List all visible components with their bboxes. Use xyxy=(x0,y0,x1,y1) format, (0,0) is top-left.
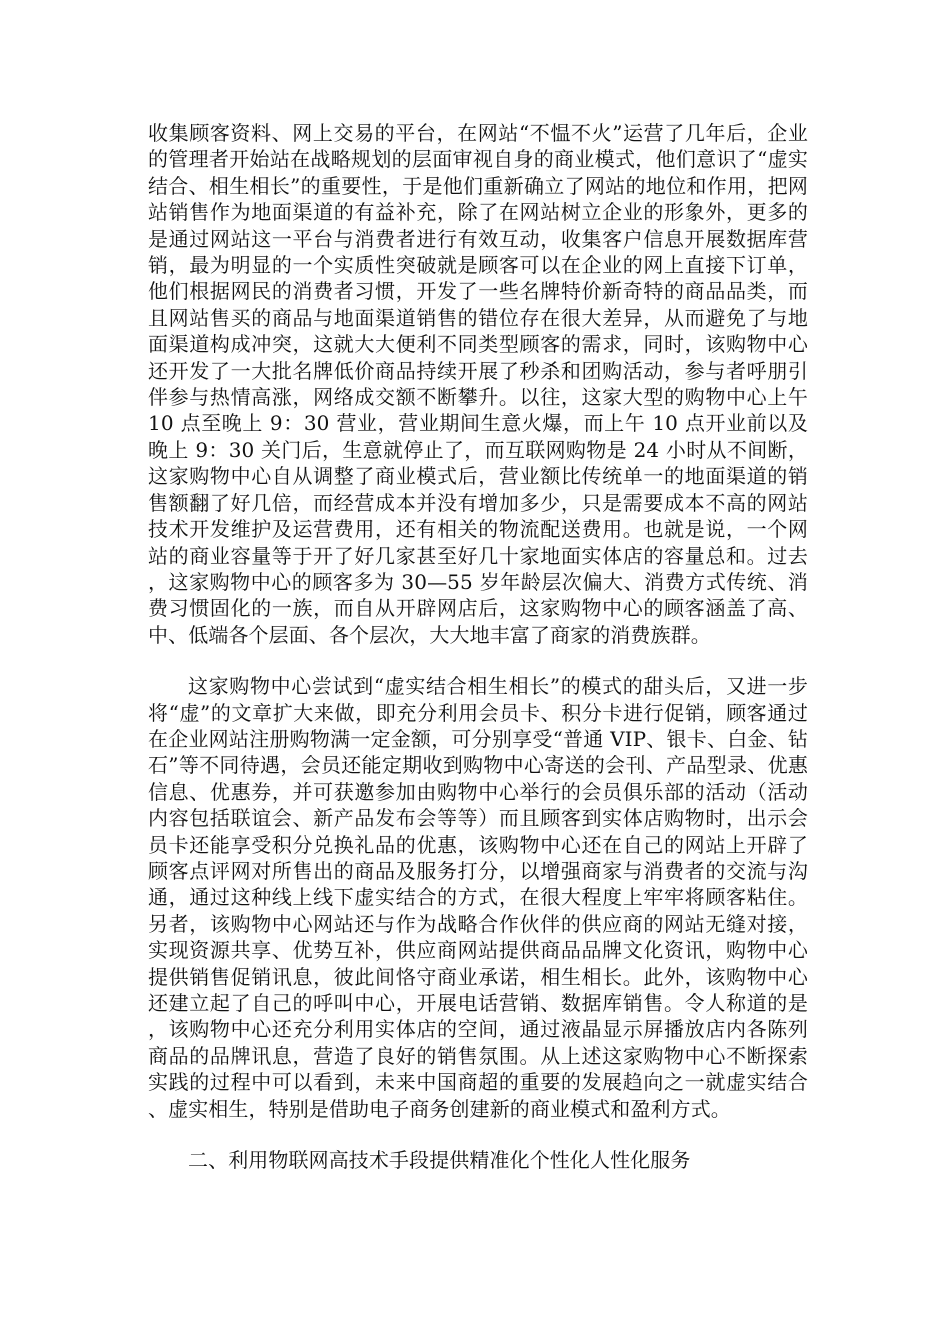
paragraph-membership: 这家购物中心尝试到“虚实结合相生相长”的模式的甜头后，又进一步将“虚”的文章扩大来做，即充分利用会员卡、积分卡进行促销，顾客通过在企业网站注册购物满一定金额，可分别享受“普通 VIP、银卡、白金、钻石”等不同待遇，会员还能定期收到购物中心寄送的会刊、产品型录、优惠信息、优惠券，并可获邀参加由购物中心举行的会员俱乐部的活动（活动内容包括联谊会、新产品发布会等等）而且顾客到实体店购物时，出示会员卡还能享受积分兑换礼品的优惠，该购物中心还在自己的网站上开辟了顾客点评网对所售出的商品及服务打分，以增强商家与消费者的交流与沟通，通过这种线上线下虚实结合的方式，在很大程度上牢牢将顾客粘住。另者，该购物中心网站还与作为战略合作伙伴的供应商的网站无缝对接，实现资源共享、优势互补，供应商网站提供商品品牌文化资讯，购物中心提供销售促销讯息，彼此间恪守商业承诺，相生相长。此外，该购物中心还建立起了自己的呼叫中心，开展电话营销、数据库销售。令人称道的是，该购物中心还充分利用实体店的空间，通过液晶显示屏播放店内各陈列商品的品牌讯息，营造了良好的销售氛围。从上述这家购物中心不断探索实践的过程中可以看到，未来中国商超的重要的发展趋向之一就虚实结合、虚实相生，特别是借助电子商务创建新的商业模式和盈利方式。 xyxy=(148,674,808,1121)
section-heading: 二、利用物联网高技术手段提供精准化个性化人性化服务 xyxy=(188,1148,691,1173)
document-body xyxy=(148,120,808,1173)
paragraph-continuation: 收集顾客资料、网上交易的平台，在网站“不愠不火”运营了几年后，企业的管理者开始站在战略规划的层面审视自身的商业模式，他们意识了“虚实结合、相生相长”的重要性，于是他们重新确立了网站的地位和作用，把网站销售作为地面渠道的有益补充，除了在网站树立企业的形象外，更多的是通过网站这一平台与消费者进行有效互动，收集客户信息开展数据库营销，最为明显的一个实质性突破就是顾客可以在企业的网上直接下订单，他们根据网民的消费者习惯，开发了一些名牌特价新奇特的商品品类，而且网站售买的商品与地面渠道销售的错位存在很大差异，从而避免了与地面渠道构成冲突，这就大大便利不同类型顾客的需求，同时，该购物中心还开发了一大批名牌低价商品持续开展了秒杀和团购活动，参与者呼朋引伴参与热情高涨，网络成交额不断攀升。以往，这家大型的购物中心上午 10 点至晚上 9：30 营业，营业期间生意火爆，而上午 10 点开业前以及晚上 9：30 关门后，生意就停止了，而互联网购物是 24 小时从不间断，这家购物中心自从调整了商业模式后，营业额比传统单一的地面渠道的销售额翻了好几倍，而经营成本并没有增加多少，只是需要成本不高的网站技术开发维护及运营费用，还有相关的物流配送费用。也就是说，一个网站的商业容量等于开了好几家甚至好几十家地面实体店的容量总和。过去，这家购物中心的顾客多为 30—55 岁年龄层次偏大、消费方式传统、消费习惯固化的一族，而自从开辟网店后，这家购物中心的顾客涵盖了高、中、低端各个层面、各个层次，大大地丰富了商家的消费族群。 xyxy=(148,121,808,647)
